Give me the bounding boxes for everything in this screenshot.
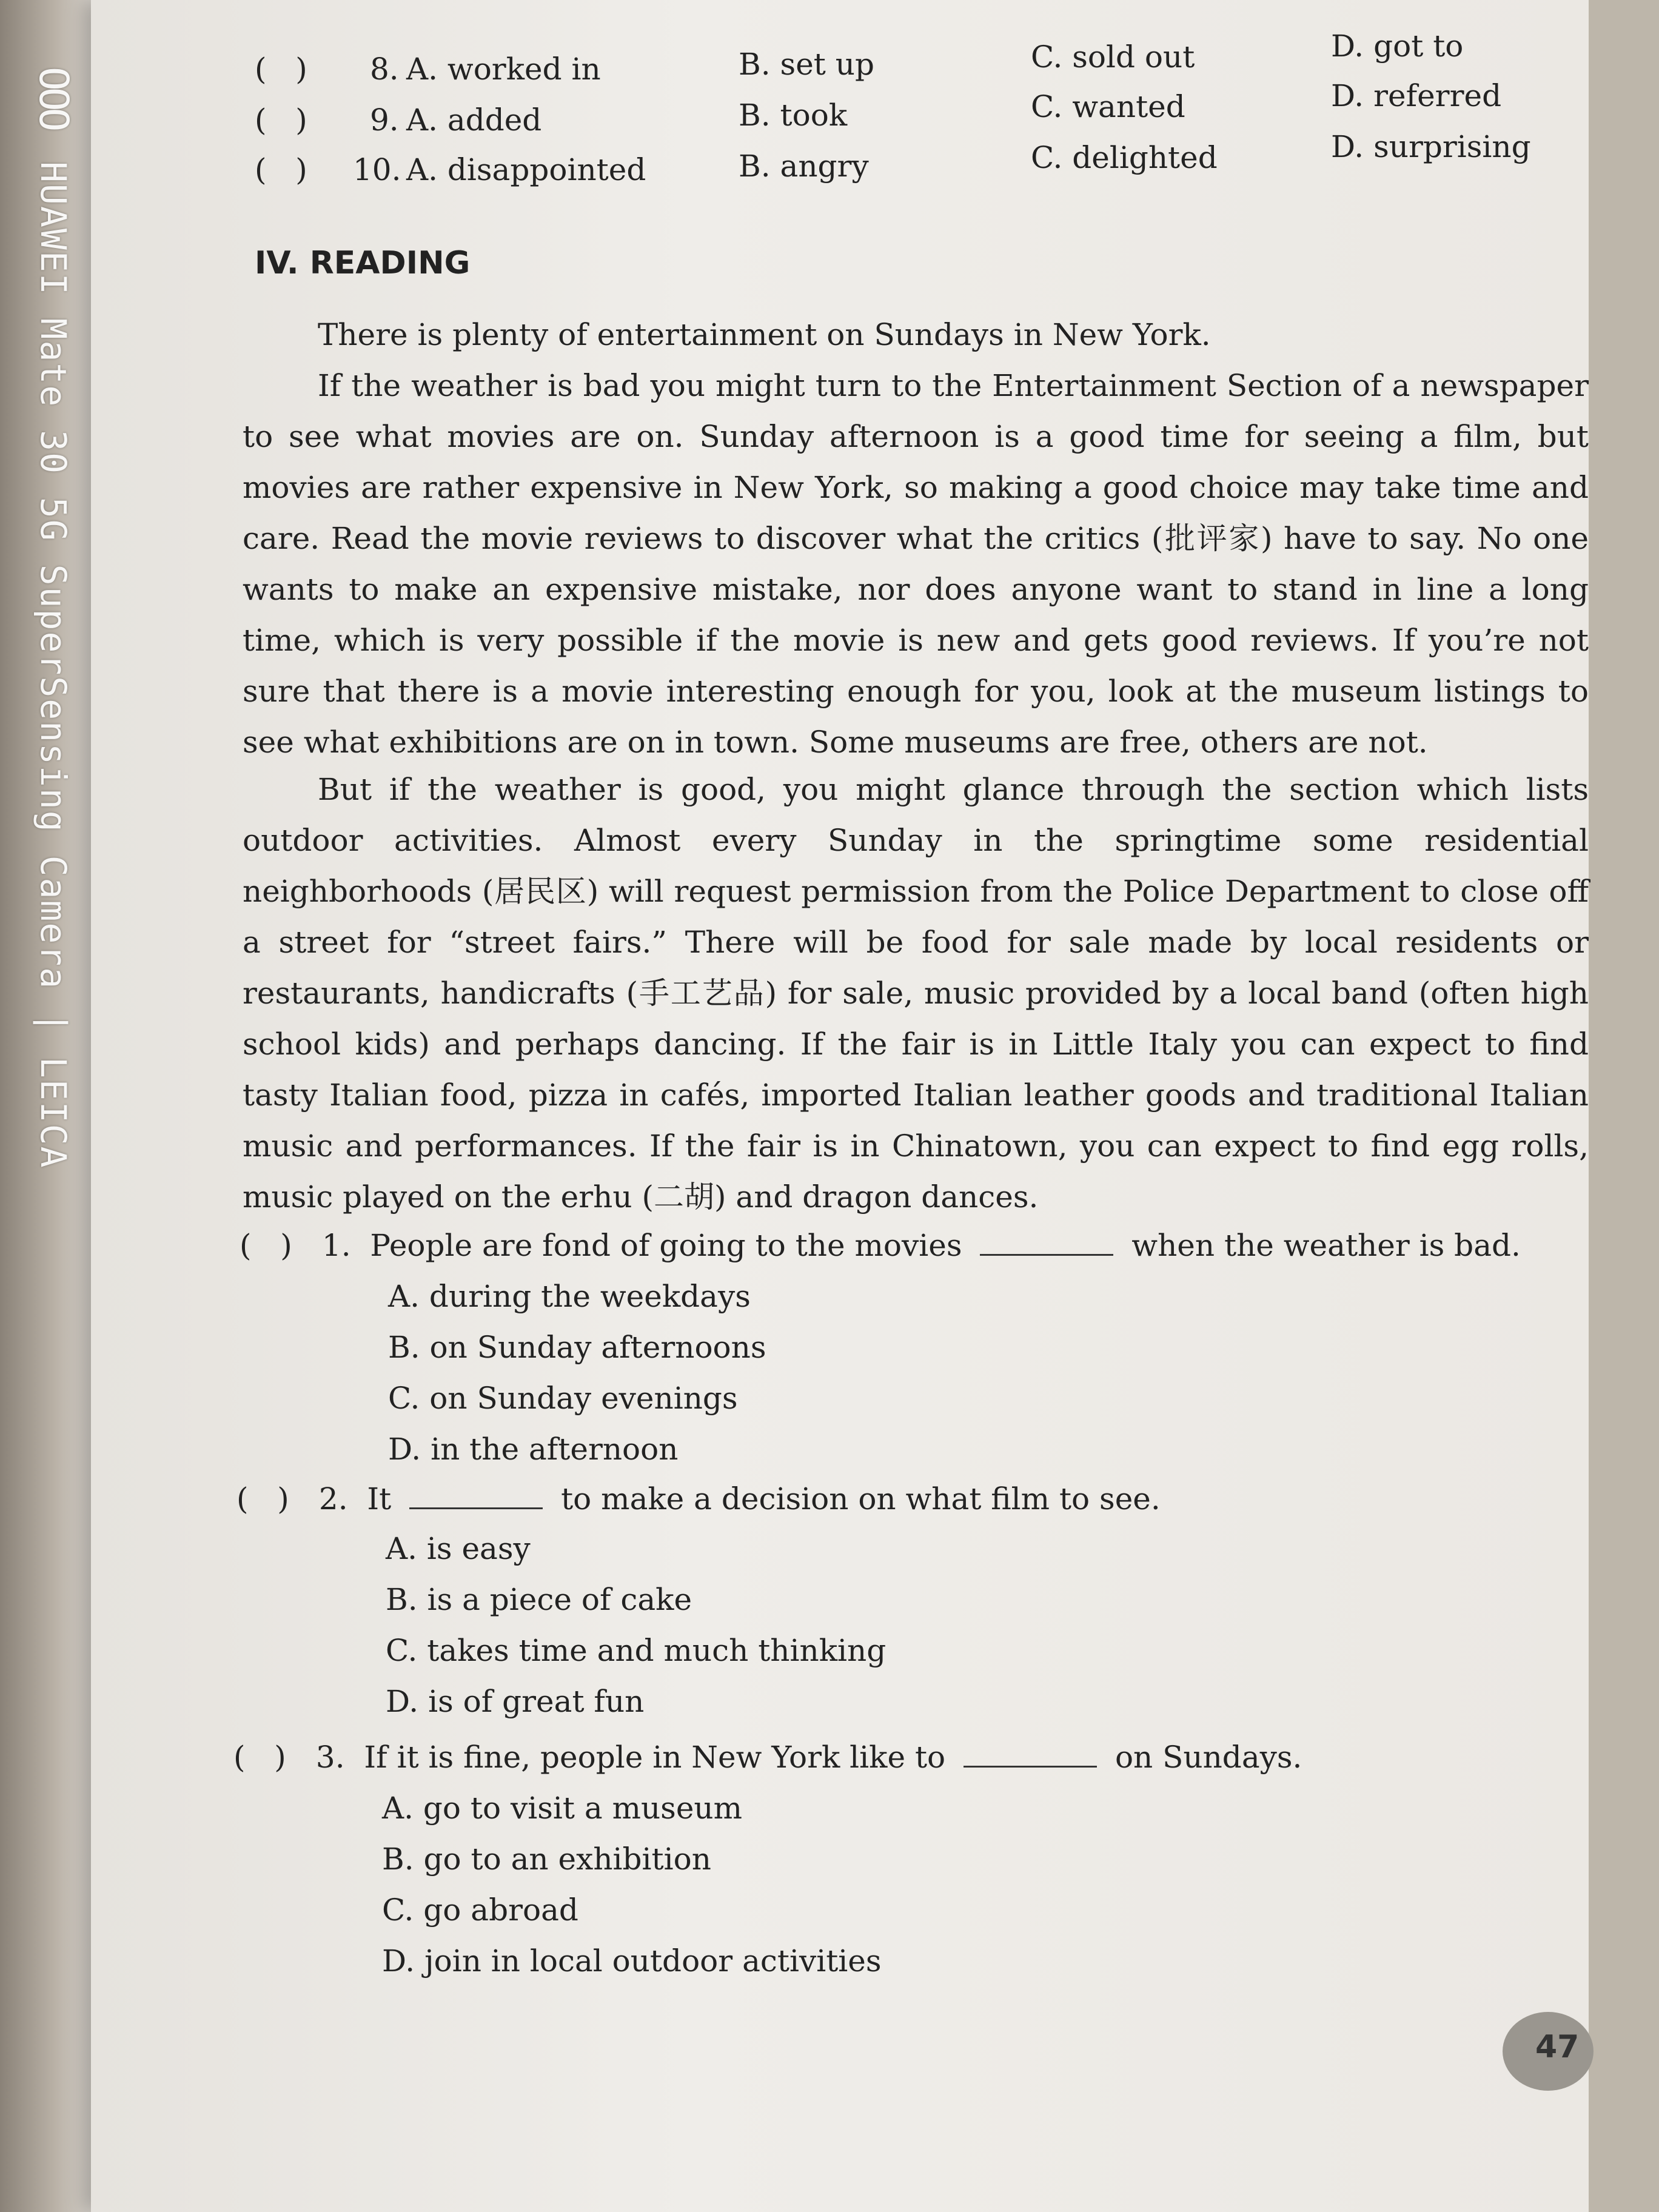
question-1-text-before: People are fond of going to the movies — [370, 1228, 962, 1263]
question-3-number: 3. — [315, 1740, 345, 1775]
question-10-row — [255, 144, 327, 195]
question-9-row — [255, 95, 327, 146]
page-edge-stack — [1589, 0, 1659, 2212]
camera-logo-icon: OOO — [30, 67, 77, 129]
question-2-stem — [236, 1473, 1161, 1524]
question-3-option-d: D. join in local outdoor activities — [382, 1943, 882, 1979]
page-number-badge — [1503, 2012, 1594, 2091]
question-10-option-c: C. delighted — [1031, 140, 1218, 175]
answer-paren-open: ( — [255, 152, 267, 187]
question-3-text-before: If it is fine, people in New York like to — [364, 1740, 946, 1775]
question-1-option-c: C. on Sunday evenings — [388, 1381, 738, 1416]
question-8-option-a: A. worked in — [406, 52, 601, 87]
question-1-text-after: when the weather is bad. — [1131, 1228, 1521, 1263]
question-1-option-b: B. on Sunday afternoons — [388, 1330, 766, 1365]
question-2-option-b: B. is a piece of cake — [386, 1582, 692, 1617]
answer-paren-open: ( — [240, 1228, 252, 1263]
question-8-row — [255, 44, 327, 95]
question-3-stem — [233, 1732, 1302, 1783]
question-9-option-b: B. took — [739, 98, 848, 133]
question-10-option-d: D. surprising — [1331, 129, 1531, 164]
question-9-option-d: D. referred — [1331, 78, 1502, 113]
answer-paren-close: ) — [274, 1740, 286, 1775]
question-3-blank[interactable] — [964, 1741, 1097, 1768]
passage-paragraph-3: But if the weather is good, you might glance through the section which lists outdoor activities. Almost every Sunday in the springtime some residential neighborhoods (居民区) will request permission from the Police Department to close off a street for “street fairs.” There will be food for sale made by local residents or restaurants, handicrafts (手工艺品) for sale, music provided by a local band (often high school kids) and perhaps dancing. If the fair is in Little Italy you can expect to find tasty Italian food, pizza in cafés, imported Italian leather goods and traditional Italian music and performances. If the fair is in Chinatown, you can expect to find egg rolls, music played on the erhu (二胡) and dragon dances. — [243, 772, 1589, 1215]
page-number: 47 — [1535, 2029, 1580, 2065]
answer-paren-close: ) — [295, 102, 307, 138]
question-9-number: 9. — [370, 102, 399, 138]
camera-watermark-text: HUAWEI Mate 30 5G SuperSensing Camera | LEICA — [33, 161, 74, 1169]
answer-paren-close: ) — [277, 1481, 289, 1517]
question-2-blank[interactable] — [409, 1483, 543, 1509]
question-3-text-after: on Sundays. — [1114, 1740, 1302, 1775]
question-1-option-a: A. during the weekdays — [388, 1279, 751, 1314]
question-10-number: 10. — [353, 152, 401, 187]
answer-paren-open: ( — [255, 102, 267, 138]
question-2-text-after: to make a decision on what film to see. — [561, 1481, 1161, 1517]
answer-paren-close: ) — [295, 152, 307, 187]
question-2-option-a: A. is easy — [386, 1531, 531, 1566]
question-9-option-c: C. wanted — [1031, 89, 1185, 124]
question-8-option-d: D. got to — [1331, 28, 1464, 64]
question-1-blank[interactable] — [980, 1230, 1113, 1256]
question-8-number: 8. — [370, 52, 399, 87]
question-1-option-d: D. in the afternoon — [388, 1432, 679, 1467]
question-10-option-b: B. angry — [739, 149, 869, 184]
answer-paren-close: ) — [280, 1228, 292, 1263]
question-8-option-c: C. sold out — [1031, 39, 1195, 75]
question-8-option-b: B. set up — [739, 47, 874, 82]
answer-paren-open: ( — [255, 52, 267, 87]
question-3-option-c: C. go abroad — [382, 1892, 578, 1928]
question-9-option-a: A. added — [406, 102, 542, 138]
question-2-text-before: It — [367, 1481, 392, 1517]
question-1-number: 1. — [321, 1228, 351, 1263]
question-2-option-d: D. is of great fun — [386, 1684, 645, 1719]
passage-paragraph-1: There is plenty of entertainment on Sundays in New York. — [318, 317, 1211, 352]
question-10-option-a: A. disappointed — [406, 152, 646, 187]
question-1-stem — [240, 1220, 1521, 1271]
question-3-option-a: A. go to visit a museum — [382, 1791, 743, 1826]
section-heading: IV. READING — [255, 245, 471, 281]
camera-watermark — [30, 67, 77, 1169]
answer-paren-open: ( — [236, 1481, 249, 1517]
question-2-number: 2. — [318, 1481, 348, 1517]
answer-paren-close: ) — [295, 52, 307, 87]
question-3-option-b: B. go to an exhibition — [382, 1842, 711, 1877]
answer-paren-open: ( — [233, 1740, 246, 1775]
question-2-option-c: C. takes time and much thinking — [386, 1633, 886, 1668]
passage-paragraph-2: If the weather is bad you might turn to the Entertainment Section of a newspaper to see what movies are on. Sunday afternoon is a good time for seeing a film, but movies are rather expensive in New York, so making a good choice may take time and care. Read the movie reviews to discover what the critics (批评家) have to say. No one wants to make an expensive mistake, nor does anyone want to stand in line a long time, which is very possible if the movie is new and gets good reviews. If you’re not sure that there is a movie interesting enough for you, look at the museum listings to see what exhibitions are on in town. Some museums are free, others are not. — [243, 368, 1589, 760]
